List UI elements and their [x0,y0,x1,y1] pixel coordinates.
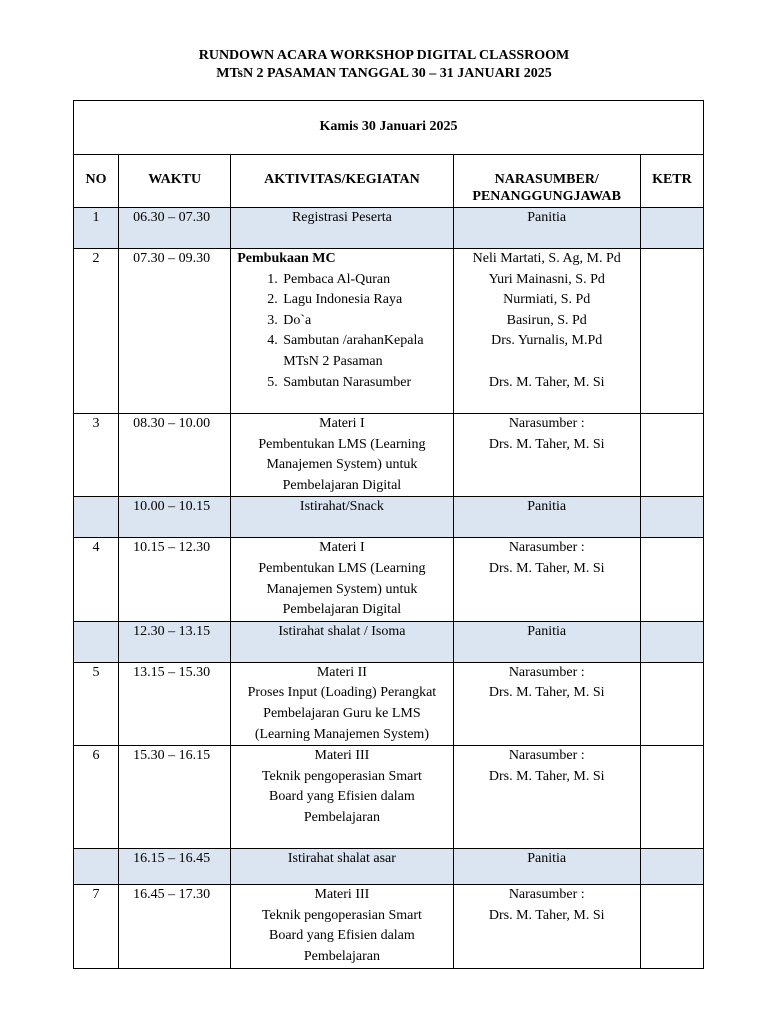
header-aktivitas: AKTIVITAS/KEGIATAN [231,155,453,208]
row-kegiatan [231,885,453,968]
table-row [74,249,704,414]
table-row [74,414,704,497]
row-no: 2 [74,249,119,414]
mc-title: Pembukaan MC [237,251,336,266]
row-narasumber [453,249,640,414]
kegiatan-line: Teknik pengoperasian Smart [261,768,422,784]
table-row [74,885,704,968]
row-ketr [640,249,703,414]
kegiatan-line: Proses Input (Loading) Perangkat [247,685,437,701]
row-narasumber [453,208,640,249]
narasumber-line: Drs. M. Taher, M. Si [488,685,605,701]
row-ketr [640,621,703,662]
kegiatan-line: Board yang Efisien dalam [269,789,415,805]
row-ketr [640,208,703,249]
row-waktu: 12.30 – 13.15 [119,621,231,662]
rundown-table [73,100,704,969]
narasumber-line: Basirun, S. Pd [506,312,587,328]
row-waktu: 13.15 – 15.30 [119,662,231,745]
kegiatan-line: Pembelajaran [303,809,380,825]
row-narasumber [453,885,640,968]
row-waktu: 10.00 – 10.15 [119,497,231,538]
row-ketr [640,746,703,849]
table-row [74,538,704,621]
kegiatan-line: (Learning Manajemen System) [254,726,429,742]
table-row [74,497,704,538]
kegiatan-line: Materi III [314,748,370,764]
row-waktu: 06.30 – 07.30 [119,208,231,249]
narasumber-line: Drs. M. Taher, M. Si [488,907,605,923]
row-kegiatan [231,497,453,538]
narasumber-line: Drs. M. Taher, M. Si [488,374,605,390]
table-row [74,849,704,885]
row-waktu: 16.15 – 16.45 [119,849,231,885]
kegiatan-line: Pembelajaran Digital [282,477,402,493]
mc-list [237,270,452,394]
document-title-line-1: RUNDOWN ACARA WORKSHOP DIGITAL CLASSROOM [198,48,570,63]
row-no: 6 [74,746,119,849]
narasumber-line: Drs. M. Taher, M. Si [488,768,605,784]
row-no [74,849,119,885]
row-kegiatan [231,249,453,414]
kegiatan-line: Pembentukan LMS (Learning [258,436,426,452]
row-ketr [640,538,703,621]
row-narasumber [453,414,640,497]
header-waktu: WAKTU [119,155,231,208]
narasumber-line: Narasumber : [508,540,585,556]
row-ketr [640,662,703,745]
narasumber-line: Narasumber : [508,887,585,903]
narasumber-line: Nurmiati, S. Pd [503,292,591,308]
narasumber-line: Drs. M. Taher, M. Si [488,560,605,576]
row-no: 7 [74,885,119,968]
row-kegiatan [231,621,453,662]
kegiatan-line: Board yang Efisien dalam [269,928,415,944]
row-ketr [640,497,703,538]
narasumber-line: Yuri Mainasni, S. Pd [488,271,605,287]
row-kegiatan [231,414,453,497]
mc-item: 1. Pembaca Al-Quran [281,270,452,291]
row-no: 5 [74,662,119,745]
row-waktu: 07.30 – 09.30 [119,249,231,414]
row-waktu: 15.30 – 16.15 [119,746,231,849]
narasumber-line: Drs. M. Taher, M. Si [488,436,605,452]
row-narasumber [453,662,640,745]
row-no [74,497,119,538]
kegiatan-line: Materi I [319,540,365,556]
kegiatan-line: Istirahat shalat asar [287,851,396,867]
mc-item: 4. Sambutan /arahanKepala MTsN 2 Pasaman [281,331,452,372]
table-row [74,662,704,745]
row-kegiatan [231,849,453,885]
kegiatan-line: Teknik pengoperasian Smart [261,907,422,923]
row-waktu: 10.15 – 12.30 [119,538,231,621]
narasumber-line: Panitia [527,851,567,867]
kegiatan-line: Materi III [314,887,370,903]
row-waktu: 16.45 – 17.30 [119,885,231,968]
row-kegiatan [231,538,453,621]
table-row [74,746,704,849]
column-header-row [74,155,704,208]
kegiatan-line: Pembentukan LMS (Learning [258,560,426,576]
row-no: 1 [74,208,119,249]
header-ketr: KETR [640,155,703,208]
header-narasumber-line-1: NARASUMBER/ [494,172,599,187]
document-title-line-2: MTsN 2 PASAMAN TANGGAL 30 – 31 JANUARI 2025 [216,66,552,81]
row-waktu: 08.30 – 10.00 [119,414,231,497]
day-header-row [74,101,704,155]
row-kegiatan [231,208,453,249]
mc-item: 2. Lagu Indonesia Raya [281,290,452,311]
kegiatan-line: Manajemen System) untuk [266,457,418,473]
row-ketr [640,414,703,497]
row-narasumber [453,497,640,538]
row-no: 4 [74,538,119,621]
narasumber-line: Narasumber : [508,416,585,431]
mc-item: 5. Sambutan Narasumber [281,373,452,394]
narasumber-line: Neli Martati, S. Ag, M. Pd [472,251,621,266]
narasumber-line: Panitia [527,210,567,225]
header-narasumber [453,155,640,208]
row-no [74,621,119,662]
row-narasumber [453,746,640,849]
row-kegiatan [231,662,453,745]
row-narasumber [453,621,640,662]
spacer [454,352,640,373]
row-narasumber [453,849,640,885]
kegiatan-line: Materi II [316,664,367,680]
narasumber-line: Panitia [527,623,567,639]
mc-item: 3. Do`a [281,311,452,332]
kegiatan-line: Materi I [319,416,365,431]
narasumber-line: Narasumber : [508,748,585,764]
narasumber-line: Drs. Yurnalis, M.Pd [491,333,603,349]
row-ketr [640,849,703,885]
header-narasumber-line-2: PENANGGUNGJAWAB [472,189,621,204]
table-row [74,208,704,249]
kegiatan-line: Pembelajaran Digital [282,602,402,618]
kegiatan-line: Pembelajaran Guru ke LMS [263,705,421,721]
row-narasumber [453,538,640,621]
kegiatan-line: Istirahat shalat / Isoma [278,623,406,639]
narasumber-line: Narasumber : [508,664,585,680]
day-label: Kamis 30 Januari 2025 [74,101,704,155]
kegiatan-line: Istirahat/Snack [299,499,384,515]
row-ketr [640,885,703,968]
kegiatan-line: Pembelajaran [303,948,380,964]
table-row [74,621,704,662]
row-no: 3 [74,414,119,497]
row-kegiatan [231,746,453,849]
narasumber-line: Panitia [527,499,567,515]
kegiatan-line: Manajemen System) untuk [266,581,418,597]
kegiatan-line: Registrasi Peserta [291,210,392,225]
header-no: NO [74,155,119,208]
